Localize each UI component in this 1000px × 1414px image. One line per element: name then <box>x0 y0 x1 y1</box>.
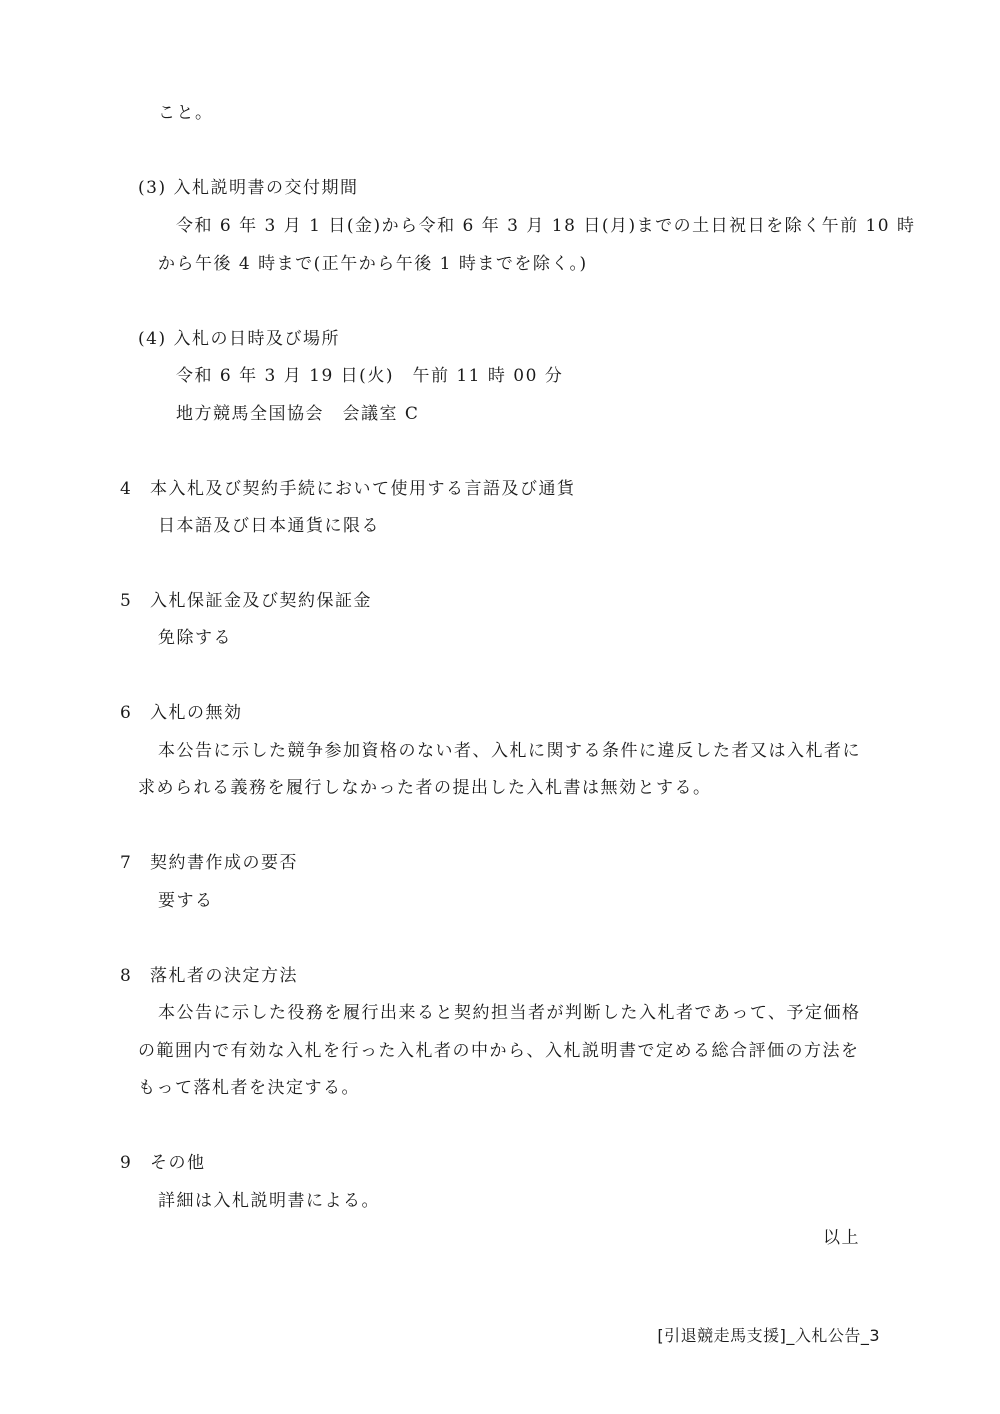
section-6-body-line-2: 求められる義務を履行しなかった者の提出した入札書は無効とする。 <box>138 778 712 798</box>
section-8-number: 8 <box>120 966 133 986</box>
closing-mark: 以上 <box>823 1228 860 1248</box>
item-4-heading: (4) 入札の日時及び場所 <box>138 329 340 349</box>
section-8-body-line-3: もって落札者を決定する。 <box>138 1078 360 1098</box>
section-6-title: 入札の無効 <box>150 703 243 723</box>
section-4-body: 日本語及び日本通貨に限る <box>158 516 380 536</box>
section-7-title: 契約書作成の要否 <box>150 853 298 873</box>
section-5-body: 免除する <box>158 628 232 648</box>
section-6-number: 6 <box>120 703 133 723</box>
item-4-place: 地方競馬全国協会 会議室 C <box>176 404 420 424</box>
section-9-body: 詳細は入札説明書による。 <box>158 1191 380 1211</box>
item-3-heading: (3) 入札説明書の交付期間 <box>138 178 359 198</box>
section-4-number: 4 <box>120 479 133 499</box>
section-8-body-line-1: 本公告に示した役務を履行出来ると契約担当者が判断した入札者であって、予定価格 <box>158 1003 861 1023</box>
section-5-number: 5 <box>120 591 133 611</box>
section-7-number: 7 <box>120 853 133 873</box>
item-4-datetime: 令和 6 年 3 月 19 日(火) 午前 11 時 00 分 <box>176 366 564 386</box>
section-9-title: その他 <box>150 1153 206 1173</box>
page-footer: [引退競走馬支援]_入札公告_3 <box>657 1326 880 1345</box>
section-9-number: 9 <box>120 1153 133 1173</box>
section-5-title: 入札保証金及び契約保証金 <box>150 591 372 611</box>
section-6-body-line-1: 本公告に示した競争参加資格のない者、入札に関する条件に違反した者又は入札者に <box>158 741 861 761</box>
item-3-body-line-2: から午後 4 時まで(正午から午後 1 時までを除く。) <box>158 254 588 274</box>
carryover-text: こと。 <box>158 103 214 123</box>
section-8-body-line-2: の範囲内で有効な入札を行った入札者の中から、入札説明書で定める総合評価の方法を <box>138 1041 860 1061</box>
section-7-body: 要する <box>158 891 214 911</box>
section-4-title: 本入札及び契約手続において使用する言語及び通貨 <box>150 479 576 499</box>
item-3-body-line-1: 令和 6 年 3 月 1 日(金)から令和 6 年 3 月 18 日(月)までの土日祝日を除く午前 10 時 <box>176 216 916 236</box>
section-8-title: 落札者の決定方法 <box>150 966 298 986</box>
